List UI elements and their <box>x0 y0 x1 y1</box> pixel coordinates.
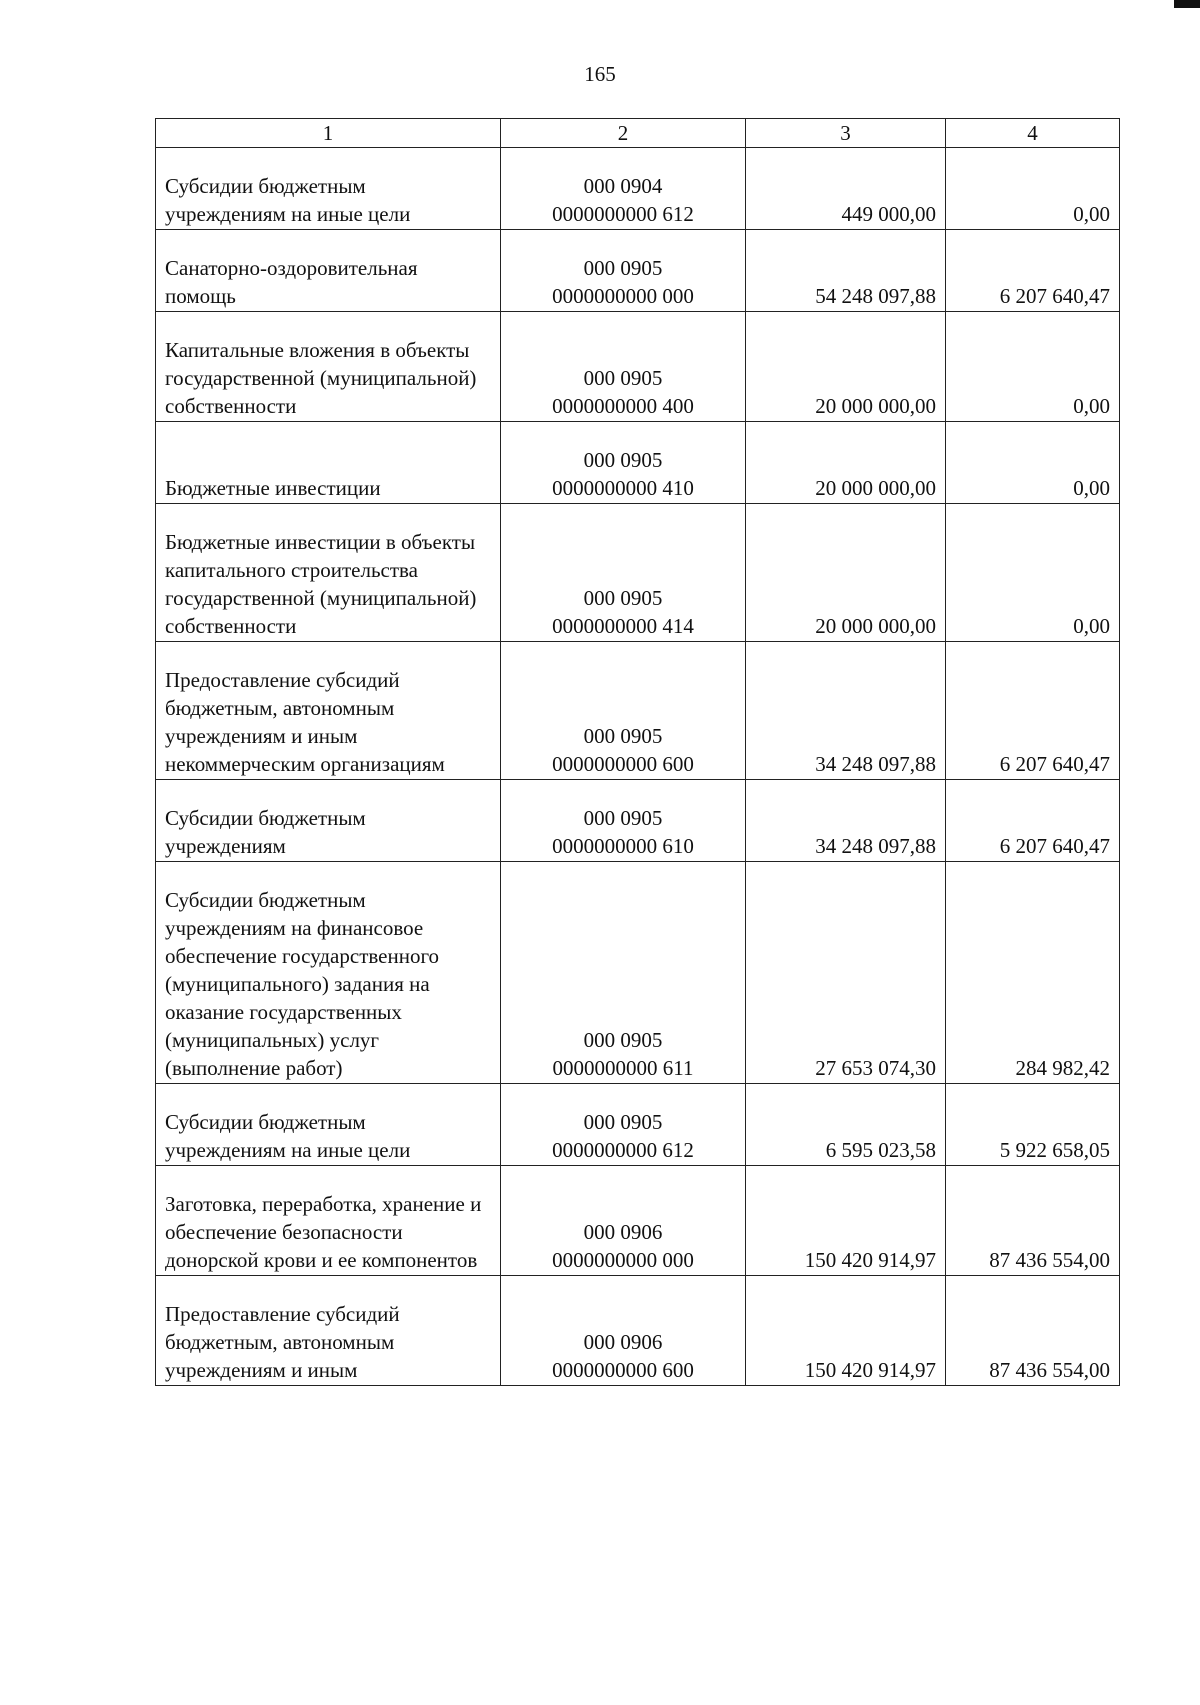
table-row <box>156 312 1120 422</box>
row-amount-col3: 449 000,00 <box>746 148 946 230</box>
row-code-cell <box>501 312 746 422</box>
table-row <box>156 642 1120 780</box>
row-amount-col3: 150 420 914,97 <box>746 1276 946 1386</box>
row-name-cell: Бюджетные инвестиции в объекты капитального строительства государственной (муниципальной) собственности <box>156 504 501 642</box>
code-target: 0000000000 414 <box>552 614 694 638</box>
table-row <box>156 780 1120 862</box>
row-amount-col3: 150 420 914,97 <box>746 1166 946 1276</box>
row-amount-col4: 0,00 <box>946 148 1120 230</box>
row-amount-col4: 87 436 554,00 <box>946 1166 1120 1276</box>
code-target: 0000000000 610 <box>552 834 694 858</box>
table-header-row <box>156 119 1120 148</box>
code-section: 000 0906 <box>583 1220 663 1244</box>
row-code-cell <box>501 230 746 312</box>
code-target: 0000000000 600 <box>552 1358 694 1382</box>
row-name-cell: Заготовка, переработка, хранение и обеспечение безопасности донорской крови и ее компонентов <box>156 1166 501 1276</box>
row-name-cell: Санаторно-оздоровительная помощь <box>156 230 501 312</box>
row-amount-col4: 0,00 <box>946 504 1120 642</box>
code-section: 000 0905 <box>583 586 663 610</box>
row-amount-col4: 0,00 <box>946 422 1120 504</box>
row-amount-col3: 54 248 097,88 <box>746 230 946 312</box>
column-header: 1 <box>156 119 501 148</box>
row-amount-col3: 34 248 097,88 <box>746 780 946 862</box>
row-name-cell: Предоставление субсидий бюджетным, автономным учреждениям и иным <box>156 1276 501 1386</box>
row-amount-col3: 20 000 000,00 <box>746 422 946 504</box>
table-row <box>156 1084 1120 1166</box>
table-row <box>156 148 1120 230</box>
row-code-cell <box>501 1084 746 1166</box>
row-amount-col3: 20 000 000,00 <box>746 312 946 422</box>
row-name-cell: Субсидии бюджетным учреждениям на иные цели <box>156 148 501 230</box>
row-name-cell: Бюджетные инвестиции <box>156 422 501 504</box>
table-row <box>156 230 1120 312</box>
table-body <box>156 148 1120 1386</box>
corner-scan-mark <box>1174 0 1200 8</box>
row-code-cell <box>501 504 746 642</box>
code-section: 000 0905 <box>583 448 663 472</box>
row-amount-col3: 34 248 097,88 <box>746 642 946 780</box>
table-row <box>156 1166 1120 1276</box>
row-amount-col3: 20 000 000,00 <box>746 504 946 642</box>
row-amount-col4: 284 982,42 <box>946 862 1120 1084</box>
budget-table <box>155 118 1120 1386</box>
code-target: 0000000000 612 <box>552 1138 694 1162</box>
code-target: 0000000000 400 <box>552 394 694 418</box>
row-name-cell: Субсидии бюджетным учреждениям на финансовое обеспечение государственного (муниципального) задания на оказание государственных (муниципальных) услуг (выполнение работ) <box>156 862 501 1084</box>
code-target: 0000000000 611 <box>552 1056 694 1080</box>
code-section: 000 0905 <box>583 724 663 748</box>
table-row <box>156 1276 1120 1386</box>
row-amount-col3: 6 595 023,58 <box>746 1084 946 1166</box>
row-code-cell <box>501 862 746 1084</box>
code-section: 000 0905 <box>583 1110 663 1134</box>
row-name-cell: Предоставление субсидий бюджетным, автономным учреждениям и иным некоммерческим организациям <box>156 642 501 780</box>
code-target: 0000000000 000 <box>552 1248 694 1272</box>
row-code-cell <box>501 1166 746 1276</box>
row-code-cell <box>501 780 746 862</box>
code-section: 000 0905 <box>583 1028 663 1052</box>
code-section: 000 0904 <box>583 174 663 198</box>
row-name-cell: Субсидии бюджетным учреждениям на иные цели <box>156 1084 501 1166</box>
row-amount-col4: 6 207 640,47 <box>946 230 1120 312</box>
code-section: 000 0905 <box>583 806 663 830</box>
code-section: 000 0905 <box>583 366 663 390</box>
code-section: 000 0905 <box>583 256 663 280</box>
row-code-cell <box>501 642 746 780</box>
code-target: 0000000000 000 <box>552 284 694 308</box>
table-row <box>156 862 1120 1084</box>
row-amount-col4: 87 436 554,00 <box>946 1276 1120 1386</box>
row-amount-col4: 6 207 640,47 <box>946 780 1120 862</box>
column-header: 2 <box>501 119 746 148</box>
row-code-cell <box>501 1276 746 1386</box>
code-target: 0000000000 600 <box>552 752 694 776</box>
code-target: 0000000000 612 <box>552 202 694 226</box>
row-name-cell: Субсидии бюджетным учреждениям <box>156 780 501 862</box>
code-section: 000 0906 <box>583 1330 663 1354</box>
row-name-cell: Капитальные вложения в объекты государственной (муниципальной) собственности <box>156 312 501 422</box>
row-amount-col4: 0,00 <box>946 312 1120 422</box>
table-row <box>156 422 1120 504</box>
code-target: 0000000000 410 <box>552 476 694 500</box>
row-code-cell <box>501 422 746 504</box>
row-code-cell <box>501 148 746 230</box>
row-amount-col4: 5 922 658,05 <box>946 1084 1120 1166</box>
table-row <box>156 504 1120 642</box>
row-amount-col4: 6 207 640,47 <box>946 642 1120 780</box>
row-amount-col3: 27 653 074,30 <box>746 862 946 1084</box>
page-number: 165 <box>584 62 616 86</box>
column-header: 3 <box>746 119 946 148</box>
column-header: 4 <box>946 119 1120 148</box>
